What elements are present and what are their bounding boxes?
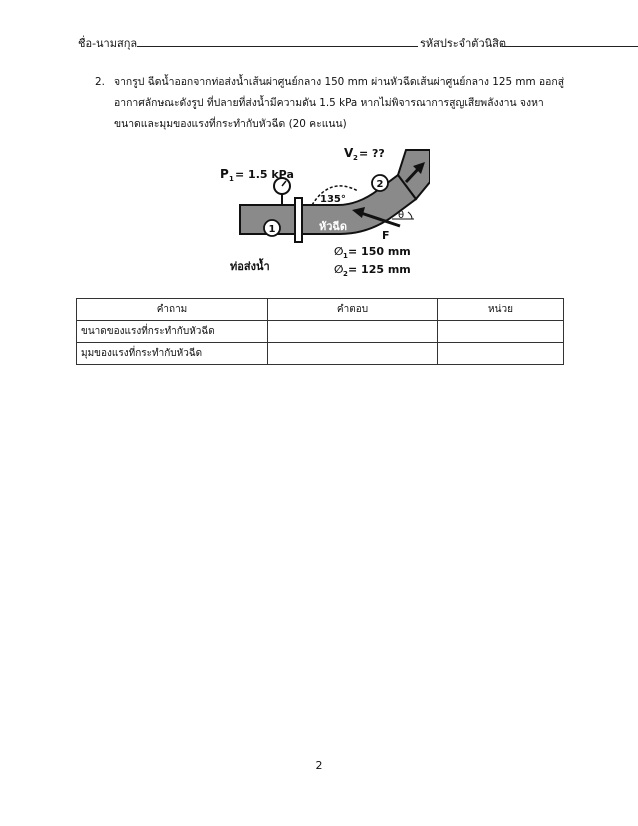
point-2-label: 2 <box>376 179 384 190</box>
point-1-label: 1 <box>268 224 276 235</box>
flange <box>295 198 302 242</box>
row-question-force-angle: มุมของแรงที่กระทำกับหัวฉีด <box>77 343 268 365</box>
row-question-force-magnitude: ขนาดของแรงที่กระทำกับหัวฉีด <box>77 321 268 343</box>
header-answer: คำตอบ <box>268 299 438 321</box>
d2-value: = 125 mm <box>348 263 411 276</box>
unit-cell-force-magnitude[interactable] <box>438 321 564 343</box>
v2-value: = ?? <box>359 147 385 160</box>
p1-symbol: P <box>220 167 229 181</box>
p1-value: = 1.5 kPa <box>235 168 294 181</box>
d2-symbol: ∅ <box>334 263 344 276</box>
nozzle-diagram <box>220 146 430 282</box>
d1-symbol: ∅ <box>334 245 344 258</box>
nozzle-label: หัวฉีด <box>319 220 348 233</box>
table-row <box>77 321 564 343</box>
student-id-label: รหัสประจำตัวนิสิต <box>420 37 506 50</box>
pipe-label: ท่อส่งน้ำ <box>230 260 270 273</box>
question-text: จากรูป ฉีดน้ำออกจากท่อส่งน้ำเส้นผ่าศูนย์กลาง 150 mm ผ่านหัวฉีดเส้นผ่าศูนย์กลาง 125 mm ออกสู่อากาศลักษณะดังรูป ที่ปลายที่ส่งน้ำมีความดัน 1.5 kPa หากไม่พิจารณาการสูญเสียพลังงาน จงหาขนาดและมุมของแรงที่กระทำกับหัวฉีด (20 คะแนน) <box>114 76 565 130</box>
force-label: F <box>382 229 390 242</box>
table-row <box>77 343 564 365</box>
unit-cell-force-angle[interactable] <box>438 343 564 365</box>
d2-subscript: 2 <box>343 270 348 278</box>
v2-symbol: V <box>344 146 354 160</box>
d1-subscript: 1 <box>343 252 348 260</box>
header-unit: หน่วย <box>438 299 564 321</box>
d1-value: = 150 mm <box>348 245 411 258</box>
answer-cell-force-magnitude[interactable] <box>268 321 438 343</box>
student-id-blank-line[interactable] <box>502 46 638 47</box>
header-question: คำถาม <box>77 299 268 321</box>
page-header <box>78 34 566 50</box>
p1-subscript: 1 <box>229 175 234 183</box>
answer-cell-force-angle[interactable] <box>268 343 438 365</box>
theta-arc <box>408 212 412 219</box>
name-blank-line[interactable] <box>137 46 418 47</box>
page-number: 2 <box>315 759 323 772</box>
table-header-row <box>77 299 564 321</box>
question-2 <box>95 72 565 135</box>
question-number: 2. <box>95 76 105 88</box>
angle-label: 135° <box>320 194 346 205</box>
answer-table <box>76 298 564 365</box>
theta-label: θ <box>398 210 405 221</box>
v2-subscript: 2 <box>353 154 358 162</box>
name-label: ชื่อ-นามสกุล <box>78 37 138 50</box>
